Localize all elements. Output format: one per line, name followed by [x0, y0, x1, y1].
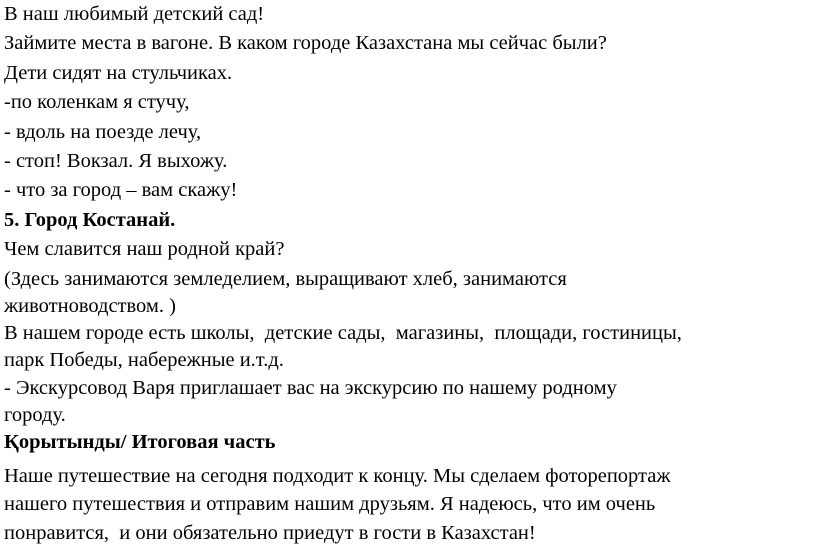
section-line-1: Чем славится наш родной край? — [4, 238, 285, 261]
intro-line-5: - вдоль на поезде лечу, — [4, 120, 202, 143]
section-line-5: парк Победы, набережные и.т.д. — [4, 349, 284, 372]
final-heading: Қорытынды/ Итоговая часть — [4, 431, 276, 454]
final-line-3: понравится, и они обязательно приедут в гости в Казахстан! — [4, 521, 536, 544]
document-page — [4, 0, 814, 547]
intro-line-6: - стоп! Вокзал. Я выхожу. — [4, 149, 228, 172]
section-line-2: (Здесь занимаются земледелием, выращивают хлеб, занимаются — [4, 267, 567, 290]
intro-line-1: В наш любимый детский сад! — [4, 3, 265, 25]
section-line-4: В нашем городе есть школы, детские сады, магазины, площади, гостиницы, — [4, 322, 682, 345]
final-line-1: Наше путешествие на сегодня подходит к концу. Мы сделаем фоторепортаж — [4, 464, 671, 487]
intro-line-2: Займите места в вагоне. В каком городе Казахстана мы сейчас были? — [4, 32, 607, 55]
section-heading: 5. Город Костанай. — [4, 208, 176, 231]
section-block — [4, 235, 814, 428]
section-line-3: животноводством. ) — [4, 294, 176, 317]
intro-block — [4, 0, 814, 206]
intro-line-3: Дети сидят на стульчиках. — [4, 61, 233, 84]
intro-line-7: - что за город – вам скажу! — [4, 179, 238, 202]
section-line-7: городу. — [4, 404, 66, 427]
intro-line-4: -по коленкам я стучу, — [4, 91, 190, 114]
section-line-6: - Экскурсовод Варя приглашает вас на экскурсию по нашему родному — [4, 376, 617, 399]
final-block — [4, 462, 814, 547]
final-line-2: нашего путешествия и отправим нашим друзьям. Я надеюсь, что им очень — [4, 493, 656, 516]
